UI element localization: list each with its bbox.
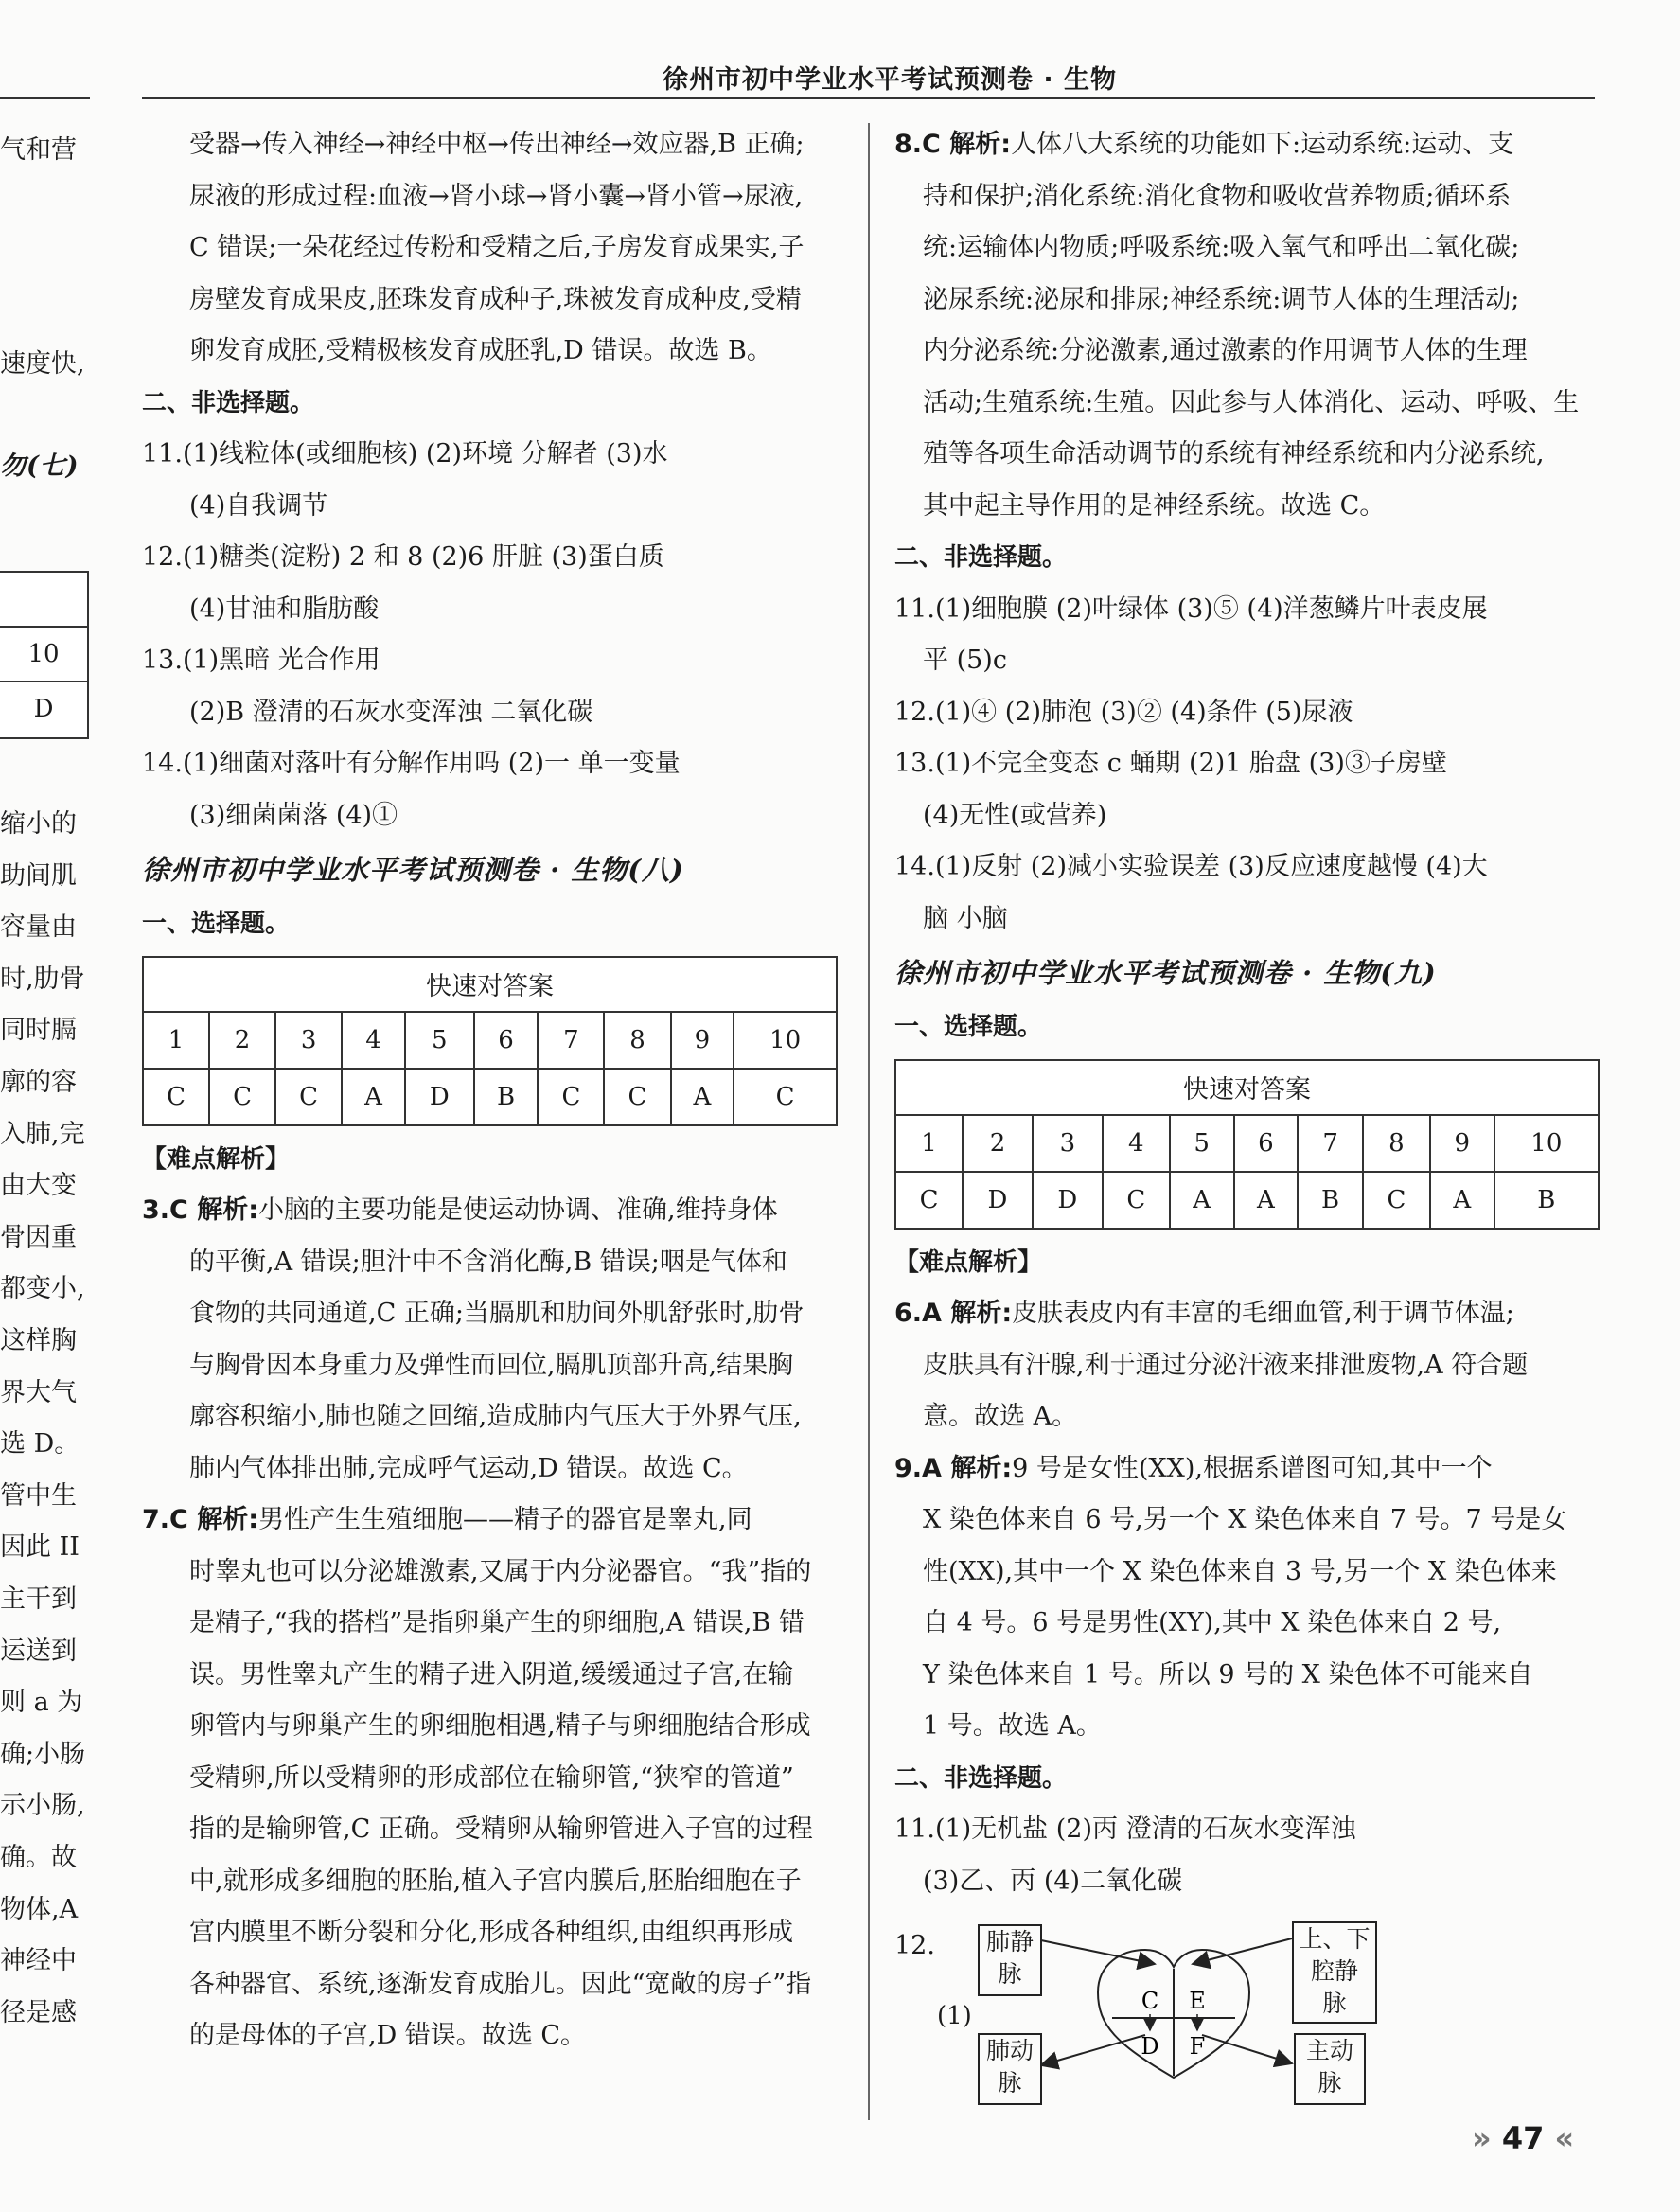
table-cell: 9	[671, 1012, 734, 1069]
box-text: 脉	[1322, 1990, 1347, 2017]
table-cell: A	[1430, 1172, 1494, 1229]
q3-first-line	[142, 1185, 847, 1237]
table-cell: A	[1170, 1172, 1234, 1229]
box-text: 主动	[1305, 2037, 1353, 2064]
q6-tag: 6.A 解析:	[894, 1299, 1013, 1328]
text-line: 的平衡,A 错误;胆汁中不含消化酶,B 错误;咽是气体和	[189, 1247, 787, 1277]
table-row	[143, 1012, 837, 1069]
answer-line: 11.(1)细胞膜 (2)叶绿体 (3)⑤ (4)洋葱鳞片叶表皮展	[894, 593, 1488, 624]
aorta-box	[1294, 2033, 1366, 2105]
text-line: 误。男性睾丸产生的精子进入阴道,缓缓通过子宫,在输	[189, 1659, 794, 1690]
table-cell: 10	[1494, 1115, 1599, 1172]
table-cell: 1	[895, 1115, 963, 1172]
fragment-line: 选 D。	[0, 1429, 80, 1460]
answer-line: 13.(1)黑暗 光合作用	[142, 646, 380, 675]
fragment-line: 缩小的	[0, 809, 77, 839]
text-line: C 错误;一朵花经过传粉和受精之后,子房发育成果实,子	[189, 233, 805, 262]
fragment-line: 因此 II	[0, 1532, 80, 1563]
text-line: 9 号是女性(XX),根据系谱图可知,其中一个	[1012, 1453, 1493, 1483]
text-line: 廓容积缩小,肺也随之回缩,造成肺内气压大于外界气压,	[189, 1402, 802, 1431]
fragment-line: 骨因重	[0, 1222, 77, 1252]
q8-tag: 8.C 解析:	[894, 130, 1012, 159]
fragment-table	[0, 571, 89, 739]
fragment-line: 这样胸	[0, 1326, 77, 1355]
answer-line: 12.(1)糖类(淀粉) 2 和 8 (2)6 肝脏 (3)蛋白质	[142, 542, 664, 572]
q8-first-line	[894, 119, 1600, 171]
exam-8-title: 徐州市初中学业水平考试预测卷 · 生物(八)	[142, 854, 684, 886]
text-line: 持和保护;消化系统:消化食物和吸收营养物质;循环系	[923, 181, 1512, 211]
table-cell: 10	[734, 1012, 837, 1069]
table-cell: B	[474, 1069, 539, 1125]
table-cell: A	[342, 1069, 405, 1125]
text-line: 皮肤具有汗腺,利于通过分泌汗液来排泄废物,A 符合题	[923, 1350, 1529, 1380]
table-cell: C	[604, 1069, 670, 1125]
table-cell: D	[1033, 1172, 1103, 1229]
table-cell: D	[405, 1069, 474, 1125]
text-line: 统:运输体内物质;呼吸系统:吸入氧气和呼出二氧化碳;	[923, 233, 1520, 262]
section-heading: 二、非选择题。	[894, 543, 1068, 572]
header-rule-left	[0, 97, 90, 99]
exam-9-title: 徐州市初中学业水平考试预测卷 · 生物(九)	[894, 957, 1437, 989]
fragment-exam-title: 勿(七)	[0, 451, 80, 481]
table-cell: C	[895, 1172, 963, 1229]
fragment-line: 主干到	[0, 1584, 77, 1614]
text-line: 指的是输卵管,C 正确。受精卵从输卵管进入子宫的过程	[189, 1814, 813, 1844]
text-line: 自 4 号。6 号是男性(XY),其中 X 染色体来自 2 号,	[923, 1608, 1502, 1637]
section-heading: 二、非选择题。	[894, 1763, 1068, 1793]
fragment-line: 神经中	[0, 1946, 77, 1976]
heart-chamber-label: D	[1141, 2033, 1159, 2060]
text-line: 卵发育成胚,受精极核发育成胚乳,D 错误。故选 B。	[189, 336, 772, 365]
table-cell: C	[143, 1069, 209, 1125]
table-cell: 5	[405, 1012, 474, 1069]
fragment-line: 气和营	[0, 135, 77, 165]
text-line: 的是母体的子宫,D 错误。故选 C。	[189, 2021, 587, 2050]
answer-line: (4)无性(或营养)	[923, 800, 1107, 830]
box-text: 腔静	[1310, 1957, 1358, 1985]
answer-line: 11.(1)线粒体(或细胞核) (2)环境 分解者 (3)水	[142, 439, 668, 469]
table-cell: 2	[209, 1012, 275, 1069]
table-cell: 4	[1103, 1115, 1170, 1172]
table-cell: 8	[1363, 1115, 1430, 1172]
answer-line: 11.(1)无机盐 (2)丙 澄清的石灰水变浑浊	[894, 1814, 1356, 1844]
answer-line: 14.(1)细菌对落叶有分解作用吗 (2)一 单一变量	[142, 749, 681, 778]
fragment-line: 都变小,	[0, 1274, 85, 1304]
section-heading: 一、选择题。	[894, 1013, 1043, 1041]
text-line: 各种器官、系统,逐渐发育成胎儿。因此“宽敞的房子”指	[189, 1969, 812, 1999]
difficulty-heading: 【难点解析】	[894, 1248, 1043, 1277]
table-cell: C	[1363, 1172, 1430, 1229]
text-line: 受器→传入神经→神经中枢→传出神经→效应器,B 正确;	[189, 130, 805, 159]
text-line: 食物的共同通道,C 正确;当膈肌和肋间外肌舒张时,肋骨	[189, 1299, 805, 1328]
fragment-line: 助间肌	[0, 860, 77, 891]
table-cell: C	[734, 1069, 837, 1125]
flow-arrow	[1041, 2035, 1145, 2065]
text-line: 其中起主导作用的是神经系统。故选 C。	[923, 490, 1386, 521]
text-line: 男性产生生殖细胞——精子的器官是睾丸,同	[258, 1505, 752, 1534]
q12-label: 12.	[894, 1931, 935, 1960]
fragment-line: 管中生	[0, 1480, 77, 1511]
q12-sub-label: (1)	[937, 2002, 972, 2030]
table-cell: 8	[604, 1012, 670, 1069]
text-line: 尿液的形成过程:血液→肾小球→肾小囊→肾小管→尿液,	[189, 181, 804, 211]
vena-cava-box	[1292, 1921, 1377, 2024]
table-cell: 3	[275, 1012, 342, 1069]
fragment-line: 容量由	[0, 912, 77, 943]
text-line: 时睾丸也可以分泌雄激素,又属于内分泌器官。“我”指的	[189, 1556, 812, 1586]
column-1	[142, 119, 847, 2062]
table-row	[895, 1115, 1599, 1172]
table-caption: 快速对答案	[143, 957, 837, 1012]
table-cell: 4	[342, 1012, 405, 1069]
q9-tag: 9.A 解析:	[894, 1453, 1013, 1483]
text-line: 是精子,“我的搭档”是指卵巢产生的卵细胞,A 错误,B 错	[189, 1608, 805, 1637]
box-text: 脉	[998, 1960, 1022, 1988]
fragment-line: 由大变	[0, 1171, 77, 1201]
table-cell: 7	[538, 1012, 604, 1069]
answer-line: (4)甘油和脂肪酸	[189, 593, 380, 624]
answer-line: (2)B 澄清的石灰水变浑浊 二氧化碳	[189, 697, 593, 727]
table-row	[143, 1069, 837, 1125]
text-line: 小脑的主要功能是使运动协调、准确,维持身体	[258, 1195, 778, 1225]
flow-arrow	[1041, 1940, 1155, 1964]
q9-first-line	[894, 1443, 1600, 1495]
text-line: 1 号。故选 A。	[923, 1711, 1102, 1741]
box-text: 肺静	[985, 1928, 1034, 1955]
q3-tag: 3.C 解析:	[142, 1195, 259, 1225]
heart-chamber-label: E	[1189, 1988, 1206, 2014]
text-line: 肺内气体排出肺,完成呼气运动,D 错误。故选 C。	[189, 1453, 748, 1483]
answer-line: (3)乙、丙 (4)二氧化碳	[923, 1866, 1183, 1896]
fragment-line: 廓的容	[0, 1068, 77, 1097]
answer-line: 14.(1)反射 (2)减小实验误差 (3)反应速度越慢 (4)大	[894, 852, 1488, 881]
text-line: 内分泌系统:分泌激素,通过激素的作用调节人体的生理	[923, 336, 1528, 365]
table-cell: A	[671, 1069, 734, 1125]
table-cell: C	[209, 1069, 275, 1125]
answer-line: 平 (5)c	[923, 646, 1007, 675]
table-cell: 1	[143, 1012, 209, 1069]
pulmonary-artery-box	[978, 2033, 1042, 2105]
box-text: 肺动	[985, 2037, 1034, 2064]
text-line: 泌尿系统:泌尿和排尿;神经系统:调节人体的生理活动;	[923, 284, 1520, 314]
fragment-line: 时,肋骨	[0, 964, 85, 994]
fragment-table-cell: D	[33, 695, 54, 723]
pulmonary-vein-box	[978, 1924, 1042, 1996]
page-header: 徐州市初中学业水平考试预测卷 · 生物	[662, 65, 1118, 95]
table-cell: 6	[474, 1012, 539, 1069]
table-cell: C	[1103, 1172, 1170, 1229]
text-line: 卵管内与卵巢产生的卵细胞相遇,精子与卵细胞结合形成	[189, 1711, 811, 1741]
table-caption: 快速对答案	[895, 1060, 1599, 1115]
fragment-line: 运送到	[0, 1636, 77, 1666]
fragment-line: 界大气	[0, 1377, 77, 1407]
answer-table-8	[142, 956, 838, 1126]
text-line: 活动;生殖系统:生殖。因此参与人体消化、运动、呼吸、生	[923, 387, 1580, 417]
answer-line: (3)细菌菌落 (4)①	[189, 800, 398, 830]
section-heading: 一、选择题。	[142, 910, 291, 938]
heart-chamber-label: C	[1141, 1988, 1159, 2014]
fragment-line: 物体,A	[0, 1894, 79, 1924]
text-line: X 染色体来自 6 号,另一个 X 染色体来自 7 号。7 号是女	[923, 1505, 1567, 1534]
text-line: 人体八大系统的功能如下:运动系统:运动、支	[1011, 130, 1514, 159]
fragment-line: 径是感	[0, 1997, 77, 2027]
page-number-block	[1472, 2120, 1574, 2156]
header-rule	[142, 97, 1595, 99]
text-line: 意。故选 A。	[923, 1402, 1078, 1431]
difficulty-heading: 【难点解析】	[142, 1144, 291, 1174]
flow-arrow	[1193, 1938, 1292, 1964]
text-line: 皮肤表皮内有丰富的毛细血管,利于调节体温;	[1012, 1299, 1514, 1328]
left-arrows-icon: »	[1472, 2120, 1492, 2156]
text-line: 宫内膜里不断分裂和分化,形成各种组织,由组织再形成	[189, 1918, 794, 1947]
table-cell: C	[538, 1069, 604, 1125]
table-row	[895, 1172, 1599, 1229]
table-cell: 9	[1430, 1115, 1494, 1172]
text-line: 性(XX),其中一个 X 染色体来自 3 号,另一个 X 染色体来	[923, 1556, 1557, 1586]
fragment-line: 确。故	[0, 1843, 77, 1872]
section-heading: 二、非选择题。	[142, 388, 315, 417]
fragment-line: 入肺,完	[0, 1119, 85, 1149]
answer-line: 脑 小脑	[923, 903, 1008, 933]
table-cell: 7	[1298, 1115, 1363, 1172]
text-line: Y 染色体来自 1 号。所以 9 号的 X 染色体不可能来自	[923, 1659, 1533, 1690]
table-cell: C	[275, 1069, 342, 1125]
fragment-line: 示小肠,	[0, 1791, 85, 1821]
fragment-line: 确;小肠	[0, 1739, 86, 1769]
text-line: 殖等各项生命活动调节的系统有神经系统和内分泌系统,	[923, 439, 1545, 469]
column-2	[894, 119, 1600, 1907]
page-number: 47	[1501, 2120, 1545, 2156]
table-cell: B	[1494, 1172, 1599, 1229]
box-text: 脉	[1317, 2069, 1342, 2097]
text-line: 房壁发育成果皮,胚珠发育成种子,珠被发育成种皮,受精	[189, 284, 802, 314]
answer-line: (4)自我调节	[189, 490, 328, 521]
box-text: 上、下	[1299, 1925, 1371, 1953]
heart-chamber-label: F	[1189, 2033, 1206, 2060]
text-line: 受精卵,所以受精卵的形成部位在输卵管,“狭窄的管道”	[189, 1762, 794, 1793]
table-cell: 5	[1170, 1115, 1234, 1172]
q7-tag: 7.C 解析:	[142, 1505, 259, 1534]
q7-first-line	[142, 1495, 847, 1547]
answer-table-9	[894, 1059, 1600, 1230]
fragment-line: 速度快,	[0, 349, 85, 379]
q6-first-line	[894, 1288, 1600, 1340]
box-text: 脉	[998, 2069, 1022, 2097]
fragment-line: 则 a 为	[0, 1688, 83, 1718]
right-arrows-icon: «	[1554, 2120, 1575, 2156]
table-cell: D	[963, 1172, 1033, 1229]
fragment-table-cell: 10	[0, 628, 87, 682]
table-cell: A	[1234, 1172, 1299, 1229]
answer-line: 12.(1)④ (2)肺泡 (3)② (4)条件 (5)尿液	[894, 697, 1353, 727]
answer-line: 13.(1)不完全变态 c 蛹期 (2)1 胎盘 (3)③子房壁	[894, 749, 1447, 778]
table-cell: 3	[1033, 1115, 1103, 1172]
column-divider	[868, 123, 870, 2120]
table-cell: 6	[1234, 1115, 1299, 1172]
table-cell: 2	[963, 1115, 1033, 1172]
fragment-line: 同时膈	[0, 1016, 77, 1046]
table-cell: B	[1298, 1172, 1363, 1229]
text-line: 与胸骨因本身重力及弹性而回位,膈肌顶部升高,结果胸	[189, 1350, 794, 1380]
text-line: 中,就形成多细胞的胚胎,植入子宫内膜后,胚胎细胞在子	[189, 1866, 802, 1896]
